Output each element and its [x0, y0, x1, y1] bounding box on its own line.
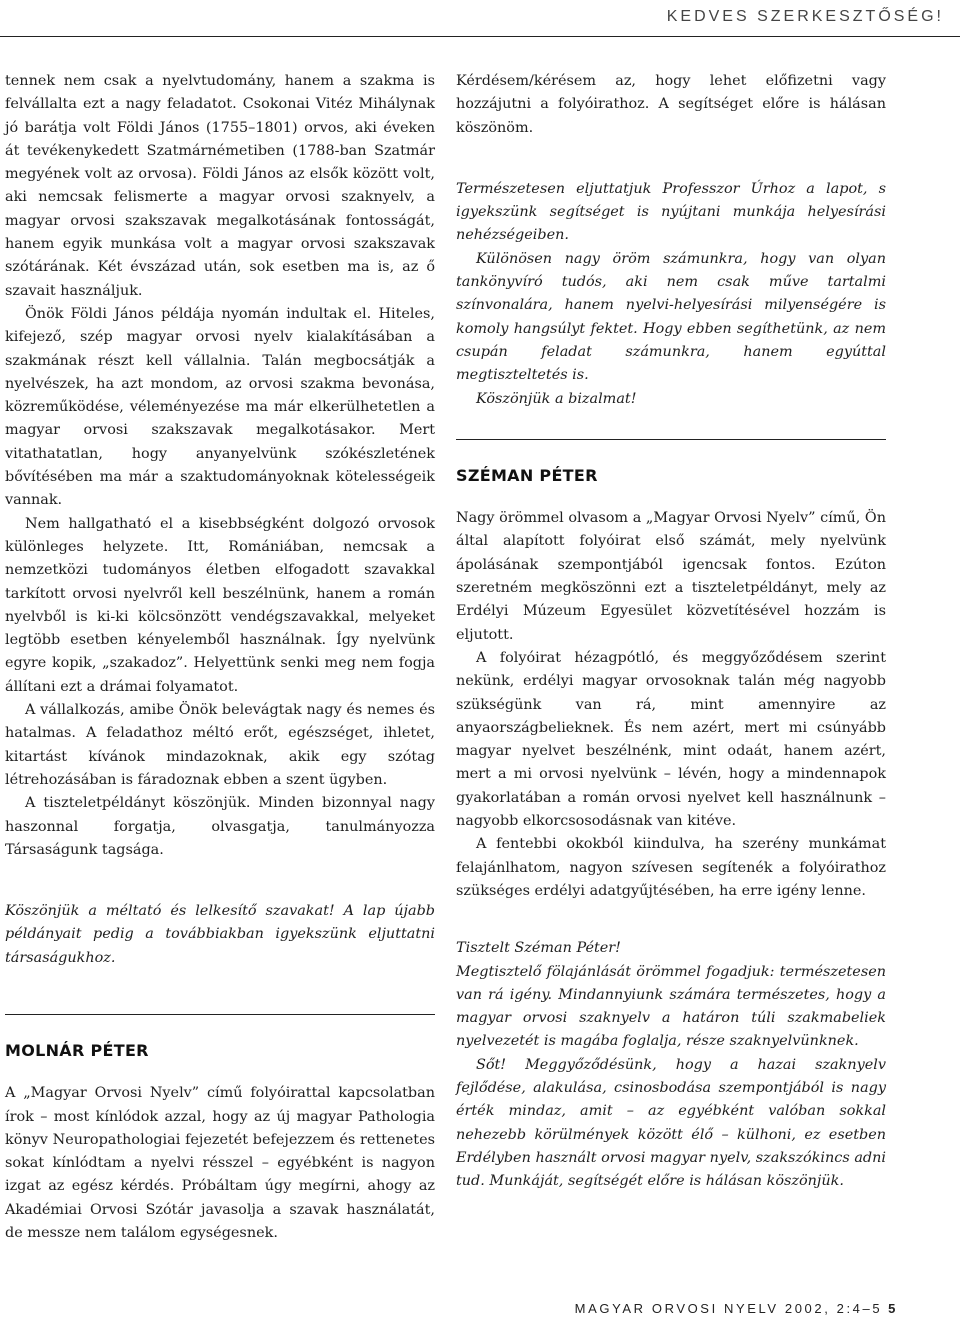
letter-paragraph: tennek nem csak a nyelvtudomány, hanem a szakma is felvállalta ezt a nagy feladatot. Csokonai Vitéz Mihálynak jó barátja volt Földi János (1755–1801) orvos, aki éveken át tevékenykedett Szatmárnémetiben (1788-ban Szatmár megyének volt az orvosa). Földi János az elsők között volt, aki nemcsak felismerte a magyar orvosi szaknyelv, a magyar orvosi szakszavak megalkotásának fontosságát, hanem egyik munkása volt a magyar orvosi szakszavak szótárának. Két évszázad után, sok esetben ma is, az ő szavait használjuk.: [5, 73, 435, 299]
letter-paragraph: A „Magyar Orvosi Nyelv” című folyóirattal kapcsolatban írok – most kínlódok azzal, hogy az új magyar Pathologia könyv Neuropathologiai fejezetét befejezzem és rettenetes sokat kínlódtam a nyelvi résszel – egyébként is nagyon izgat az egész kérdés. Próbáltam úgy megírni, ahogy az Akadémiai Orvosi Szótár javasolja a szavak használatát, de messze nem találom egységesnek.: [5, 1085, 435, 1242]
letter-paragraph: A vállalkozás, amibe Önök belevágtak nagy és nemes és hatalmas. A feladathoz méltó erőt, egészséget, ihletet, kitartást kívánok mindazoknak, akik egy szótag létrehozásában is fáradoznak ebben a szent ügyben.: [5, 702, 435, 788]
letter-paragraph: Kérdésem/kérésem az, hogy lehet előfizetni vagy hozzájutni a folyóirathoz. A segítséget előre is hálásan köszönöm.: [456, 73, 886, 136]
letter-paragraph: A tiszteletpéldányt köszönjük. Minden bizonnyal nagy haszonnal forgatja, olvasgatja, tanulmányozza Társaságunk tagsága.: [5, 795, 435, 858]
editor-reply: Megtisztelő fölajánlását örömmel fogadjuk: természetesen van rá igény. Mindannyiunk számára természetes, hogy a magyar orvosi szaknyelv a határon túli szakmabeliek nyelvezetét is magába foglalja, része szaknyelvünknek.: [456, 963, 886, 1050]
editor-reply: Köszönjük a méltató és lelkesítő szavakat! A lap újabb példányait pedig a továbbiakban igyekszünk eljuttatni társaságukhoz.: [5, 903, 435, 966]
author-name: MOLNÁR PÉTER: [5, 1040, 149, 1060]
editor-reply: Természetesen eljuttatjuk Professzor Úrhoz a lapot, s igyekszünk segítséget is nyújtani munkája helyesírási nehézségeiben.: [456, 180, 886, 244]
section-header: KEDVES SZERKESZTŐSÉG!: [666, 8, 944, 25]
left-column: [5, 70, 435, 1245]
letter-paragraph: A fentebbi okokból kiindulva, ha szerény munkámat felajánlhatom, nagyon szívesen segítenék a folyóirathoz szükséges erdélyi adatgyűjtésében, ha erre igény lenne.: [456, 836, 886, 899]
right-column: [456, 70, 886, 1193]
editor-reply: Köszönjük a bizalmat!: [476, 390, 637, 407]
letter-paragraph: Nagy örömmel olvasom a „Magyar Orvosi Nyelv” című, Ön által alapított folyóirat első számát, mely nyelvünk ápolásának szempontjából igencsak fontos. Ezúton szeretném megköszönni ezt a tiszteletpéldányt, mely az Erdélyi Múzeum Egyesület közvetítésével hozzám is eljutott.: [456, 510, 886, 643]
page-footer: [575, 1301, 898, 1316]
header-rule: [0, 36, 960, 37]
letter-paragraph: Önök Földi János példája nyomán indultak el. Hiteles, kifejező, szép magyar orvosi nyelv kialakításában a szakmának részt kell vállalnia. Talán megbocsátják a nyelvészek, ha azt mondom, az orvosi szakma bevonása, közreműködése, véleményezése ma már elkerülhetetlen a magyar orvosi szakszavak megalkotásakor. Mert vitathatatlan, hogy anyanyelvünk szókészletének bővítésében ma már a szaktudományoknak kötelességeik vannak.: [5, 305, 435, 509]
letter-paragraph: A folyóirat hézagpótló, és meggyőződésem szerint nekünk, erdélyi magyar orvosoknak talán még nagyobb szükségünk van rá, mint amennyire az anyaországbelieknek. És nem azért, mert mi csúnyább magyar nyelvet beszélnénk, mint odaát, hanem azért, mert a mi orvosi nyelvünk – lévén, hogy a mindennapok gyakorlatában a román orvosi nyelvet kell használnunk – nagyobb elkorcsosodásnak van kitéve.: [456, 649, 886, 830]
divider: [5, 1014, 435, 1015]
author-name: SZÉMAN PÉTER: [456, 465, 598, 485]
journal-citation: MAGYAR ORVOSI NYELV 2002, 2:4–5: [574, 1301, 883, 1316]
letter-paragraph: Nem hallgatható el a kisebbségként dolgozó orvosok különleges helyzete. Itt, Romániában, nemcsak a nemzetközi tudományos életben elfogadott szavakkal tarkított orvosi nyelvről kell beszélnünk, hanem a román nyelvből is ki-ki kölcsönzött vendégszavakkal, melyeket legtöbb esetben kényelemből használnak. Így nyelvünk egyre kopik, „szakadoz”. Helyettünk senki meg nem fogja állítani ezt a drámai folyamatot.: [5, 515, 435, 695]
editor-reply: Különösen nagy öröm számunkra, hogy van olyan tankönyvíró tudós, aki nem csak műve tartalmi színvonalára, hanem nyelvi-helyesírási milyenségére is komoly hangsúlyt fektet. Hogy ebben segíthetünk, az nem csupán feladat számunkra, hanem egyúttal megtiszteltetés is.: [456, 250, 886, 384]
editor-reply: Sőt! Meggyőződésünk, hogy a hazai szaknyelv fejlődése, alakulása, csinosbodása szempontjából is nagy érték mindaz, amit – az egyébként valóban sokkal nehezebb körülmények között élő – külhoni, ez esetben Erdélyben használt orvosi magyar nyelv, szakszókincs adni tud. Munkáját, segítségét előre is hálásan köszönjük.: [456, 1056, 886, 1190]
editor-reply-salutation: Tisztelt Széman Péter!: [456, 940, 621, 957]
divider: [456, 439, 886, 440]
page-number: 5: [888, 1301, 898, 1316]
